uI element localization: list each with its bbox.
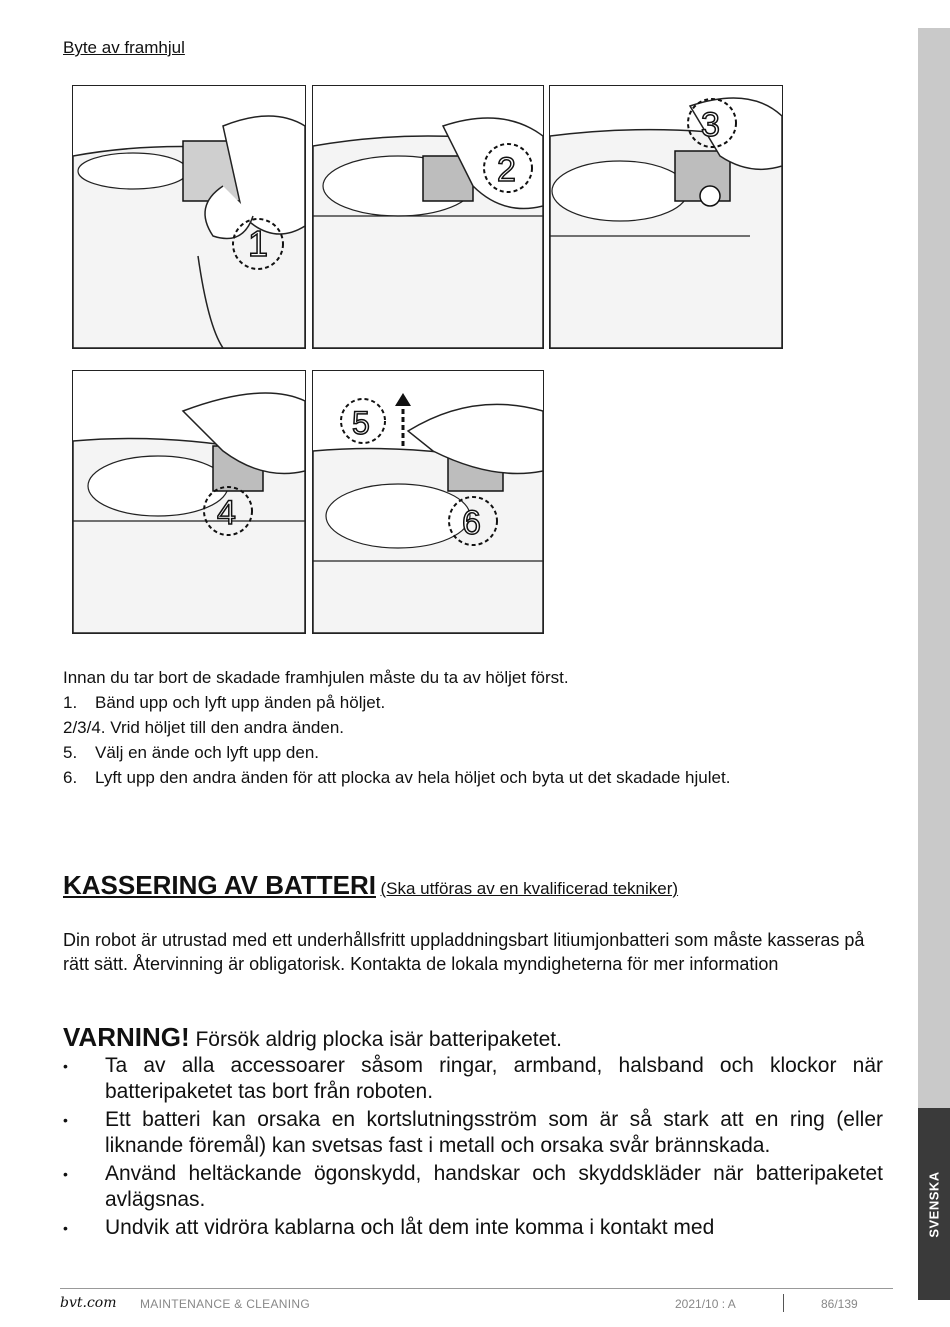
bullet-text: Undvik att vidröra kablarna och låt dem inte komma i kontakt med: [105, 1216, 715, 1239]
figure-5-number: 5: [352, 405, 370, 441]
figure-step-2: [312, 85, 544, 349]
footer-section-name: MAINTENANCE & CLEANING: [140, 1297, 310, 1311]
figure-6-number: 6: [462, 504, 481, 542]
step-2-4-text: 2/3/4. Vrid höljet till den andra änden.: [63, 718, 345, 737]
step-6-text: Lyft upp den andra änden för att plocka av hela höljet och byta ut det skadade hjulet.: [95, 768, 731, 787]
sidebar-language-label: SVENSKA: [926, 1170, 942, 1238]
step-6: [63, 765, 883, 790]
footer-divider: [60, 1288, 893, 1289]
figure-step-3: [549, 85, 783, 349]
step-1: [63, 690, 883, 715]
footer-revision-date: 2021/10 : A: [675, 1297, 736, 1311]
step-5-text: Välj en ände och lyft upp den.: [95, 743, 319, 762]
battery-disposal-paragraph: Din robot är utrustad med ett underhållsfritt uppladdningsbart litiumjonbatteri som måste kasseras på rätt sätt. Återvinning är obligatorisk. Kontakta de lokala myndigheterna för mer information: [63, 930, 865, 974]
step-6-number: 6.: [63, 768, 78, 787]
bullet-item: [63, 1161, 883, 1213]
warning-bullet-list: [63, 1053, 883, 1243]
bullet-symbol: •: [63, 1112, 68, 1128]
bullet-symbol: •: [63, 1058, 68, 1074]
bullet-item: [63, 1215, 883, 1241]
figure-step-4: [72, 370, 306, 634]
figure-4-illustration: [73, 371, 305, 633]
bullet-item: [63, 1107, 883, 1159]
figure-3-illustration: [550, 86, 782, 348]
figure-2-illustration: [313, 86, 543, 348]
warning-text: Försök aldrig plocka isär batteripaketet.: [189, 1028, 562, 1051]
battery-disposal-subtitle: (Ska utföras av en kvalificerad tekniker): [380, 879, 679, 898]
figure-5-6-illustration: [313, 371, 543, 633]
bullet-text: Ett batteri kan orsaka en kortslutningsström som är så stark att en ring (eller liknande föremål) kan svetsas fast i metall och orsaka svår brännskada.: [105, 1108, 883, 1157]
intro-text: Innan du tar bort de skadade framhjulen måste du ta av höljet först.: [63, 668, 569, 687]
warning-line: [63, 1022, 883, 1053]
step-1-text: Bänd upp och lyft upp änden på höljet.: [95, 693, 386, 712]
figure-3-number: 3: [701, 106, 720, 144]
figure-1-number: 1: [248, 223, 269, 264]
battery-disposal-heading: KASSERING AV BATTERI: [63, 870, 376, 900]
figure-2-number: 2: [497, 151, 516, 189]
footer-separator: [783, 1294, 784, 1312]
figure-step-1: [72, 85, 306, 349]
figure-4-number: 4: [217, 494, 236, 532]
instructions-block: [63, 665, 883, 790]
battery-disposal-title: [63, 870, 883, 901]
bullet-text: Ta av alla accessoarer såsom ringar, armband, halsband och klockor när batteripaketet tas bort från roboten.: [105, 1054, 883, 1103]
section-heading-front-wheel: Byte av framhjul: [63, 38, 185, 57]
step-1-number: 1.: [63, 693, 78, 712]
bullet-symbol: •: [63, 1220, 68, 1236]
bullet-text: Använd heltäckande ögonskydd, handskar och skyddskläder när batteripaketet avlägsnas.: [105, 1162, 883, 1211]
sidebar-strip: [918, 28, 950, 1108]
step-5-number: 5.: [63, 743, 78, 762]
warning-label: VARNING!: [63, 1022, 190, 1052]
bullet-item: [63, 1053, 883, 1105]
step-5: [63, 740, 883, 765]
footer-logo: bvt.com: [60, 1295, 117, 1311]
bullet-symbol: •: [63, 1166, 68, 1182]
footer-page-number: 86/139: [821, 1297, 858, 1311]
figure-step-5-6: [312, 370, 544, 634]
figure-1-illustration: [73, 86, 305, 348]
step-2-4: [63, 715, 883, 740]
